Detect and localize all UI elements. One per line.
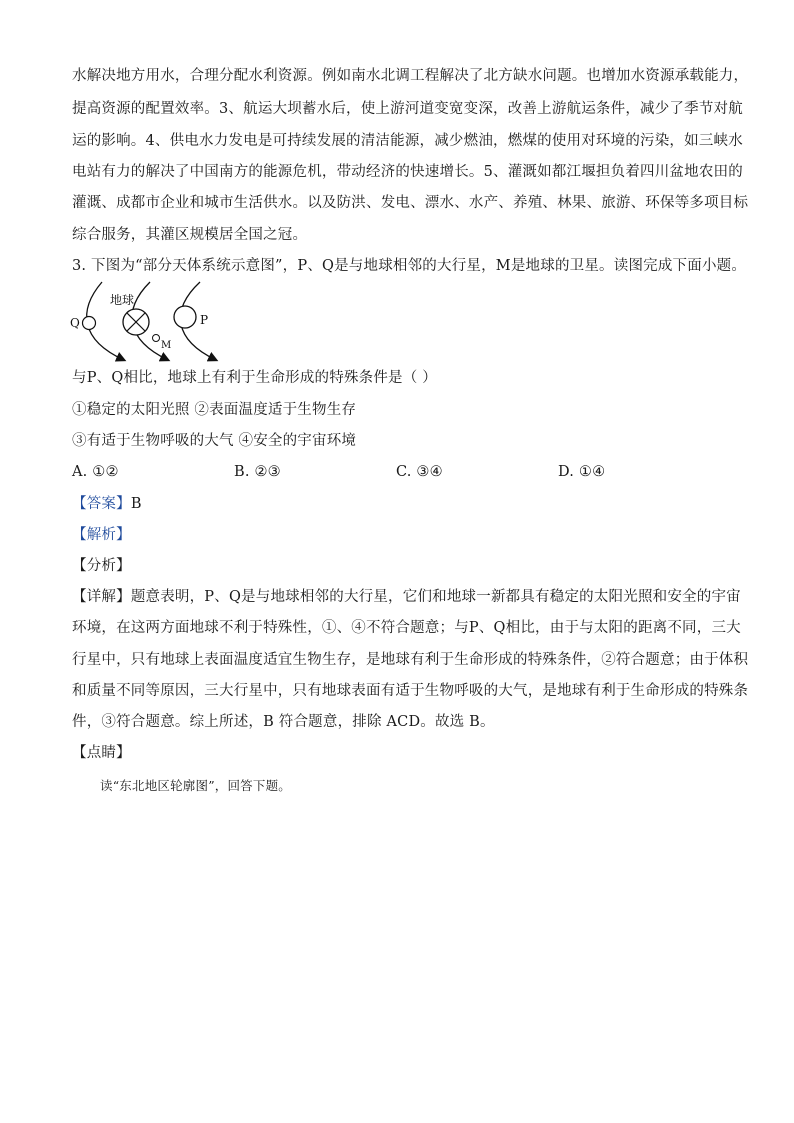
option-d: D. ①④ (558, 464, 606, 480)
detail-tag: 【详解】 (72, 589, 131, 605)
dianjing-tag: 【点睛】 (72, 745, 131, 761)
paragraph-line: 综合服务，其灌区规模居全国之冠。 (72, 227, 308, 243)
paragraph-line: 运的影响。4、供电水力发电是可持续发展的清洁能源，减少燃油，燃煤的使用对环境的污染，如三峡水 (72, 133, 743, 149)
label-p: P (200, 313, 209, 327)
options-row (72, 462, 722, 482)
fenxi-tag: 【分析】 (72, 558, 131, 574)
question-stem: 3. 下图为“部分天体系统示意图”，P、Q是与地球相邻的大行星，M是地球的卫星。读图完成下面小题。 (72, 258, 747, 274)
paragraph-line: 电站有力的解决了中国南方的能源危机，带动经济的快速增长。5、灌溉如都江堰担负着四川盆地农田的 (72, 164, 743, 180)
answer-line (72, 494, 722, 514)
label-q: Q (70, 316, 80, 330)
q-planet (83, 317, 96, 330)
answer-value: B (130, 496, 142, 512)
label-earth: 地球 (110, 293, 135, 307)
paragraph-line: 灌溉、成都市企业和城市生活供水。以及防洪、发电、漂水、水产、养殖、林果、旅游、环保等多项目标 (72, 195, 749, 211)
option-a: A. ①② (72, 464, 119, 480)
label-m: M (161, 340, 172, 351)
detail-line: 行星中，只有地球上表面温度适宜生物生存，是地球有利于生命形成的特殊条件，②符合题意；由于体积 (72, 652, 749, 668)
p-planet (174, 306, 196, 328)
celestial-system-diagram (66, 280, 226, 368)
earth-planet (123, 309, 149, 335)
analysis-tag: 【解析】 (72, 527, 131, 543)
option-b: B. ②③ (234, 464, 281, 480)
conditions-line-2: ③有适于生物呼吸的大气 ④安全的宇宙环境 (72, 433, 357, 449)
paragraph-line: 提高资源的配置效率。3、航运大坝蓄水后，使上游河道变宽变深，改善上游航运条件，减少了季节对航 (72, 101, 743, 117)
m-moon (153, 335, 160, 342)
detail-line: 和质量不同等原因，三大行星中，只有地球表面有适于生物呼吸的大气，是地球有利于生命形成的特殊条 (72, 683, 749, 699)
conditions-line-1: ①稳定的太阳光照 ②表面温度适于生物生存 (72, 402, 357, 418)
detail-line: 环境，在这两方面地球不利于特殊性，①、④不符合题意；与P、Q相比，由于与太阳的距离不同，三大 (72, 620, 741, 636)
paragraph-line: 水解决地方用水，合理分配水利资源。例如南水北调工程解决了北方缺水问题。也增加水资源承载能力， (72, 68, 749, 84)
detail-line: 【详解】题意表明，P、Q是与地球相邻的大行星，它们和地球一新都具有稳定的太阳光照和安全的宇宙 (72, 589, 741, 605)
next-question-prompt: 读“东北地区轮廓图”，回答下题。 (100, 778, 291, 793)
option-c: C. ③④ (396, 464, 443, 480)
detail-line: 件，③符合题意。综上所述，B 符合题意，排除 ACD。故选 B。 (72, 714, 495, 730)
question-prompt: 与P、Q相比，地球上有利于生命形成的特殊条件是（ ） (72, 370, 437, 386)
answer-tag: 【答案】 (72, 496, 131, 512)
